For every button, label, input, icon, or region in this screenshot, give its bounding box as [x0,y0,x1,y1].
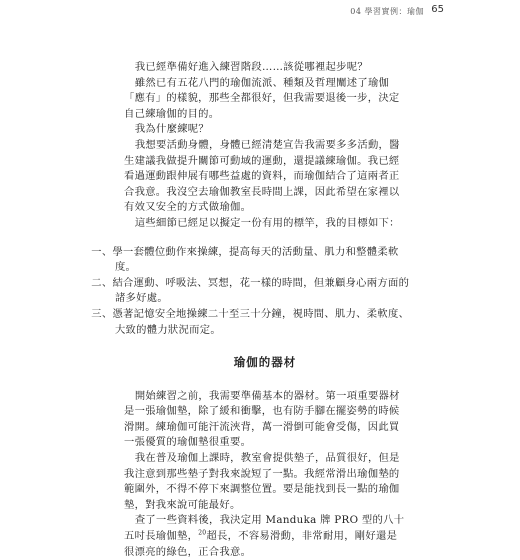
goal-item: 一、學一套體位動作來操練，提高每天的活動量、肌力和整體柔軟度。 [91,245,399,274]
page-number: 65 [431,4,444,15]
body-text [91,60,410,560]
paragraph: 我為什麼練呢？ [134,123,209,136]
paragraph: 我在普及瑜伽上課時，教室會提供墊子，品質很好，但是我注意到那些墊子對我來說短了一點。我經常滑出瑜伽墊的範圍外，不得不停下來調整位置。要是能找到長一點的瑜伽墊，對我來說可能最好。 [124,452,400,511]
paragraph: 我想要活動身體，身體已經清楚宣告我需要多多活動，醫生建議我做提升關節可動域的運動，還提議練瑜伽。我已經看過運動跟伸展有哪些益處的資料，而瑜伽結合了這兩者正合我意。我沒空去瑜伽教室長時間上課，因此希望在家裡以有效又安全的方式做瑜伽。 [124,138,400,214]
goal-list [82,245,412,339]
goal-item: 三、憑著記憶安全地操練二十至三十分鐘，視時間、肌力、柔軟度、大致的體力狀況而定。 [91,307,410,336]
paragraph: 我已經準備好進入練習階段……該從哪裡起步呢？ [134,61,368,73]
section-heading: 瑜伽的器材 [233,355,297,370]
paragraph: 雖然已有五花八門的瑜伽流派、種類及哲理闡述了瑜伽「應有」的樣貌，那些全都很好，但我需要退後一步，決定自己練瑜伽的目的。 [124,76,400,120]
paragraph-text: 查了一些資料後，我決定用 Manduka 牌 PRO 型的八十五吋長瑜伽墊， [124,514,405,543]
paragraph: 這些細節已經足以擬定一份有用的標竿，我的目標如下： [134,216,400,229]
paragraph: 開始練習之前，我需要準備基本的器材。第一項重要器材是一張瑜伽墊，除了緩和衝擊，也有防手腳在擺姿勢的時候滑開。練瑜伽可能汗流浹背，萬一滑倒可能會受傷，因此買一張優質的瑜伽墊很重要。 [124,389,400,449]
paragraph-text: 超長，不容易滑動，非常耐用，剛好還是很漂亮的綠色，正合我意。 [124,530,398,558]
paragraph-with-footnote [124,513,406,560]
footnote-marker[interactable]: 20 [198,529,207,537]
goal-item: 二、結合運動、呼吸法、冥想，花一樣的時間，但兼顧身心兩方面的諸多好處。 [91,276,410,305]
running-head: 04 學習實例：瑜伽 [350,7,424,16]
